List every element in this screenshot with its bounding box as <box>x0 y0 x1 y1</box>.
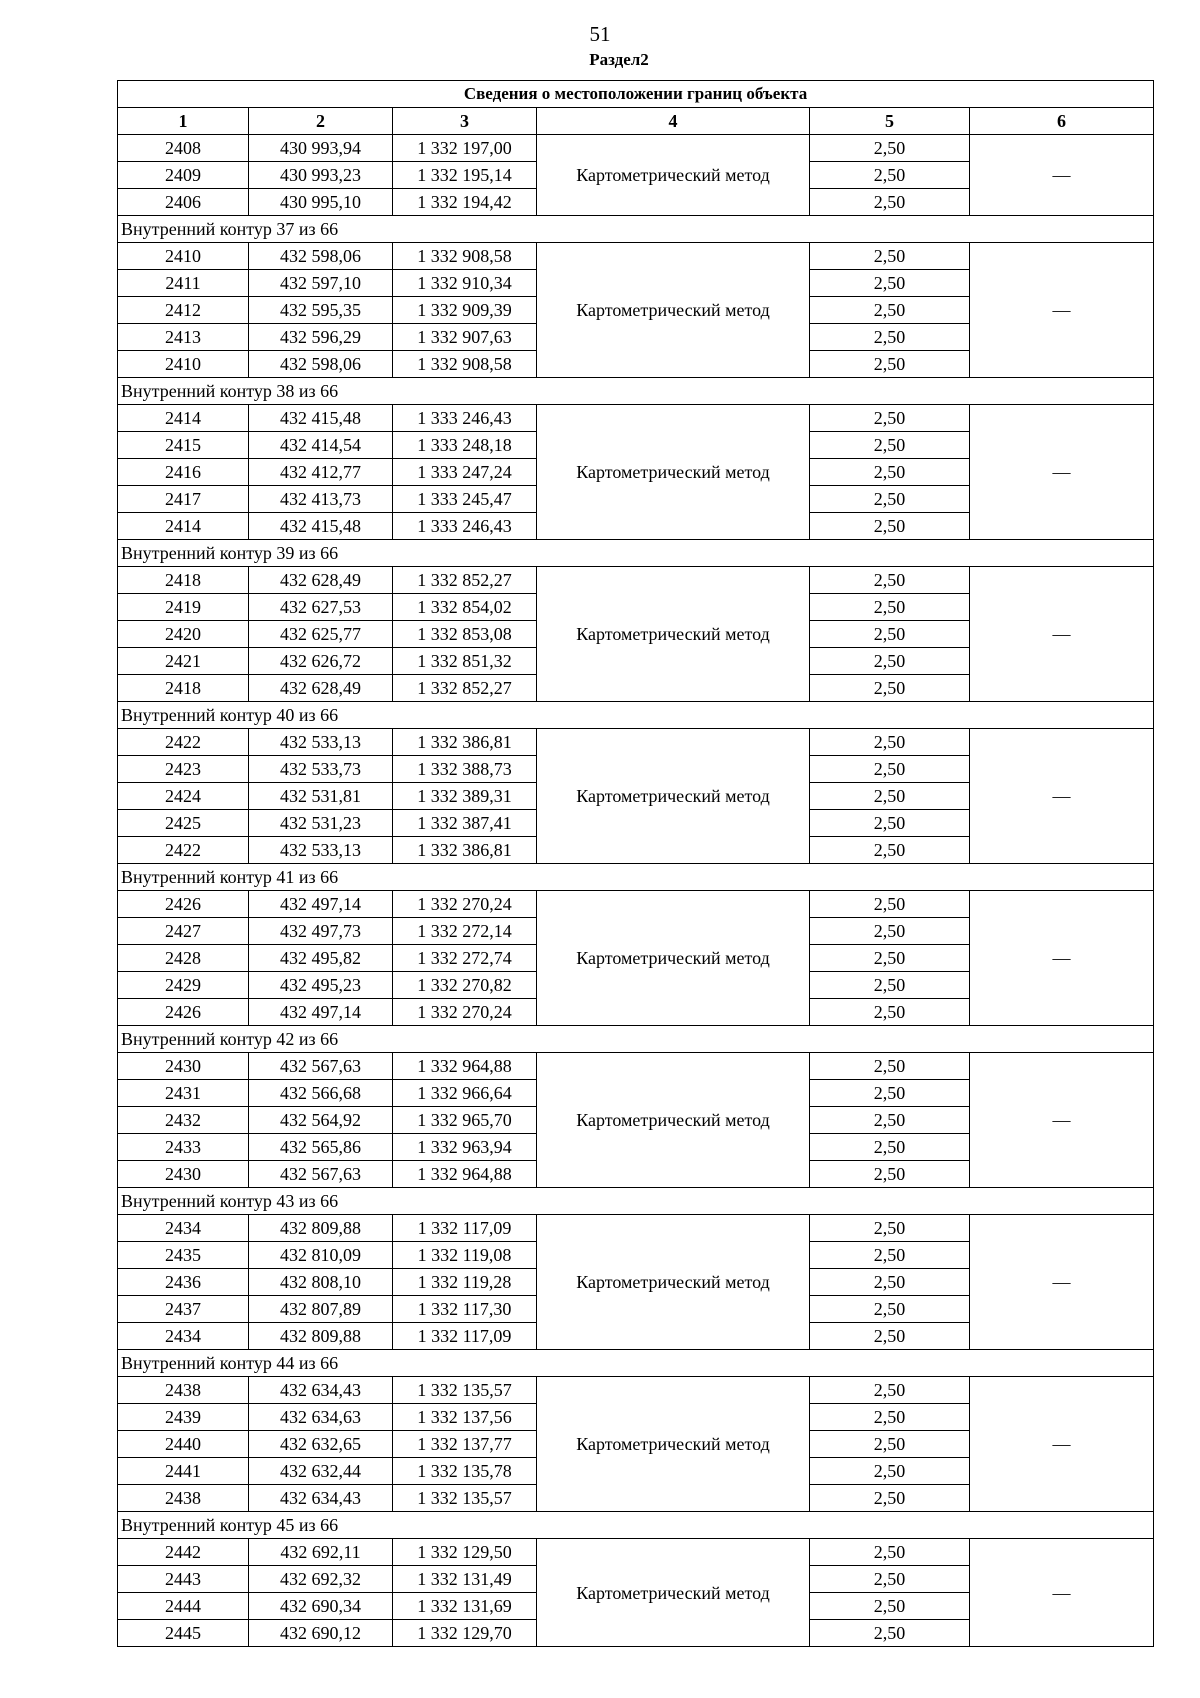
precision-cell: 2,50 <box>810 972 970 999</box>
y-coordinate-cell: 1 332 388,73 <box>393 756 537 783</box>
precision-cell: 2,50 <box>810 1566 970 1593</box>
precision-cell: 2,50 <box>810 513 970 540</box>
note-cell: — <box>970 135 1154 216</box>
precision-cell: 2,50 <box>810 891 970 918</box>
point-number-cell: 2426 <box>118 891 249 918</box>
point-number-cell: 2410 <box>118 243 249 270</box>
x-coordinate-cell: 432 564,92 <box>249 1107 393 1134</box>
precision-cell: 2,50 <box>810 1404 970 1431</box>
precision-cell: 2,50 <box>810 837 970 864</box>
point-number-cell: 2430 <box>118 1161 249 1188</box>
point-number-cell: 2420 <box>118 621 249 648</box>
x-coordinate-cell: 432 497,14 <box>249 999 393 1026</box>
table-row <box>118 1377 1154 1404</box>
y-coordinate-cell: 1 332 119,28 <box>393 1269 537 1296</box>
contour-header-row <box>118 1512 1154 1539</box>
x-coordinate-cell: 432 632,65 <box>249 1431 393 1458</box>
point-number-cell: 2422 <box>118 729 249 756</box>
contour-label: Внутренний контур 39 из 66 <box>118 540 1154 567</box>
y-coordinate-cell: 1 332 195,14 <box>393 162 537 189</box>
point-number-cell: 2435 <box>118 1242 249 1269</box>
point-number-cell: 2424 <box>118 783 249 810</box>
precision-cell: 2,50 <box>810 648 970 675</box>
precision-cell: 2,50 <box>810 351 970 378</box>
point-number-cell: 2413 <box>118 324 249 351</box>
y-coordinate-cell: 1 332 131,69 <box>393 1593 537 1620</box>
precision-cell: 2,50 <box>810 621 970 648</box>
note-cell: — <box>970 1053 1154 1188</box>
x-coordinate-cell: 432 690,34 <box>249 1593 393 1620</box>
y-coordinate-cell: 1 332 137,77 <box>393 1431 537 1458</box>
precision-cell: 2,50 <box>810 1485 970 1512</box>
x-coordinate-cell: 432 565,86 <box>249 1134 393 1161</box>
x-coordinate-cell: 432 598,06 <box>249 351 393 378</box>
point-number-cell: 2417 <box>118 486 249 513</box>
precision-cell: 2,50 <box>810 1107 970 1134</box>
y-coordinate-cell: 1 332 137,56 <box>393 1404 537 1431</box>
x-coordinate-cell: 432 634,43 <box>249 1485 393 1512</box>
x-coordinate-cell: 432 415,48 <box>249 513 393 540</box>
y-coordinate-cell: 1 332 135,57 <box>393 1377 537 1404</box>
point-number-cell: 2440 <box>118 1431 249 1458</box>
point-number-cell: 2412 <box>118 297 249 324</box>
y-coordinate-cell: 1 333 246,43 <box>393 405 537 432</box>
point-number-cell: 2414 <box>118 513 249 540</box>
note-cell: — <box>970 891 1154 1026</box>
note-cell: — <box>970 243 1154 378</box>
contour-label: Внутренний контур 44 из 66 <box>118 1350 1154 1377</box>
point-number-cell: 2438 <box>118 1485 249 1512</box>
y-coordinate-cell: 1 332 854,02 <box>393 594 537 621</box>
point-number-cell: 2439 <box>118 1404 249 1431</box>
x-coordinate-cell: 430 993,23 <box>249 162 393 189</box>
precision-cell: 2,50 <box>810 1053 970 1080</box>
y-coordinate-cell: 1 332 852,27 <box>393 567 537 594</box>
precision-cell: 2,50 <box>810 324 970 351</box>
contour-label: Внутренний контур 41 из 66 <box>118 864 1154 891</box>
note-cell: — <box>970 1377 1154 1512</box>
precision-cell: 2,50 <box>810 135 970 162</box>
precision-cell: 2,50 <box>810 1161 970 1188</box>
x-coordinate-cell: 432 531,81 <box>249 783 393 810</box>
method-cell: Картометрический метод <box>537 1539 810 1647</box>
method-cell: Картометрический метод <box>537 1215 810 1350</box>
table-row <box>118 405 1154 432</box>
precision-cell: 2,50 <box>810 1620 970 1647</box>
precision-cell: 2,50 <box>810 432 970 459</box>
table-row <box>118 1215 1154 1242</box>
precision-cell: 2,50 <box>810 1215 970 1242</box>
y-coordinate-cell: 1 332 194,42 <box>393 189 537 216</box>
method-cell: Картометрический метод <box>537 1053 810 1188</box>
method-cell: Картометрический метод <box>537 729 810 864</box>
method-cell: Картометрический метод <box>537 135 810 216</box>
note-cell: — <box>970 405 1154 540</box>
x-coordinate-cell: 432 809,88 <box>249 1215 393 1242</box>
y-coordinate-cell: 1 332 270,24 <box>393 891 537 918</box>
method-cell: Картометрический метод <box>537 243 810 378</box>
y-coordinate-cell: 1 332 119,08 <box>393 1242 537 1269</box>
y-coordinate-cell: 1 332 964,88 <box>393 1161 537 1188</box>
method-cell: Картометрический метод <box>537 1377 810 1512</box>
note-cell: — <box>970 729 1154 864</box>
contour-label: Внутренний контур 43 из 66 <box>118 1188 1154 1215</box>
precision-cell: 2,50 <box>810 783 970 810</box>
y-coordinate-cell: 1 332 129,70 <box>393 1620 537 1647</box>
y-coordinate-cell: 1 332 387,41 <box>393 810 537 837</box>
precision-cell: 2,50 <box>810 1323 970 1350</box>
point-number-cell: 2442 <box>118 1539 249 1566</box>
precision-cell: 2,50 <box>810 1539 970 1566</box>
y-coordinate-cell: 1 332 964,88 <box>393 1053 537 1080</box>
y-coordinate-cell: 1 332 270,82 <box>393 972 537 999</box>
precision-cell: 2,50 <box>810 1080 970 1107</box>
x-coordinate-cell: 432 598,06 <box>249 243 393 270</box>
x-coordinate-cell: 430 995,10 <box>249 189 393 216</box>
page-number: 51 <box>589 22 611 46</box>
precision-cell: 2,50 <box>810 1134 970 1161</box>
point-number-cell: 2429 <box>118 972 249 999</box>
x-coordinate-cell: 432 567,63 <box>249 1053 393 1080</box>
y-coordinate-cell: 1 332 197,00 <box>393 135 537 162</box>
contour-header-row <box>118 1026 1154 1053</box>
point-number-cell: 2438 <box>118 1377 249 1404</box>
point-number-cell: 2433 <box>118 1134 249 1161</box>
contour-header-row <box>118 702 1154 729</box>
precision-cell: 2,50 <box>810 459 970 486</box>
point-number-cell: 2434 <box>118 1323 249 1350</box>
contour-label: Внутренний контур 37 из 66 <box>118 216 1154 243</box>
x-coordinate-cell: 432 567,63 <box>249 1161 393 1188</box>
x-coordinate-cell: 432 690,12 <box>249 1620 393 1647</box>
x-coordinate-cell: 432 415,48 <box>249 405 393 432</box>
contour-header-row <box>118 1350 1154 1377</box>
x-coordinate-cell: 432 634,43 <box>249 1377 393 1404</box>
contour-header-row <box>118 864 1154 891</box>
y-coordinate-cell: 1 332 272,74 <box>393 945 537 972</box>
section-title: Раздел2 <box>589 50 649 69</box>
precision-cell: 2,50 <box>810 945 970 972</box>
x-coordinate-cell: 432 495,82 <box>249 945 393 972</box>
point-number-cell: 2441 <box>118 1458 249 1485</box>
precision-cell: 2,50 <box>810 162 970 189</box>
precision-cell: 2,50 <box>810 189 970 216</box>
y-coordinate-cell: 1 332 129,50 <box>393 1539 537 1566</box>
y-coordinate-cell: 1 332 386,81 <box>393 837 537 864</box>
table-body <box>118 81 1154 1647</box>
y-coordinate-cell: 1 332 135,78 <box>393 1458 537 1485</box>
y-coordinate-cell: 1 333 245,47 <box>393 486 537 513</box>
point-number-cell: 2418 <box>118 567 249 594</box>
x-coordinate-cell: 432 627,53 <box>249 594 393 621</box>
precision-cell: 2,50 <box>810 999 970 1026</box>
precision-cell: 2,50 <box>810 918 970 945</box>
x-coordinate-cell: 432 632,44 <box>249 1458 393 1485</box>
column-number-3: 3 <box>393 108 537 135</box>
contour-label: Внутренний контур 38 из 66 <box>118 378 1154 405</box>
x-coordinate-cell: 432 595,35 <box>249 297 393 324</box>
point-number-cell: 2432 <box>118 1107 249 1134</box>
precision-cell: 2,50 <box>810 594 970 621</box>
x-coordinate-cell: 432 497,14 <box>249 891 393 918</box>
point-number-cell: 2414 <box>118 405 249 432</box>
y-coordinate-cell: 1 332 908,58 <box>393 243 537 270</box>
y-coordinate-cell: 1 333 248,18 <box>393 432 537 459</box>
y-coordinate-cell: 1 332 907,63 <box>393 324 537 351</box>
precision-cell: 2,50 <box>810 729 970 756</box>
x-coordinate-cell: 430 993,94 <box>249 135 393 162</box>
contour-header-row <box>118 378 1154 405</box>
x-coordinate-cell: 432 413,73 <box>249 486 393 513</box>
precision-cell: 2,50 <box>810 756 970 783</box>
x-coordinate-cell: 432 495,23 <box>249 972 393 999</box>
table-row <box>118 243 1154 270</box>
column-number-6: 6 <box>970 108 1154 135</box>
precision-cell: 2,50 <box>810 1296 970 1323</box>
x-coordinate-cell: 432 497,73 <box>249 918 393 945</box>
table-row <box>118 567 1154 594</box>
column-number-1: 1 <box>118 108 249 135</box>
x-coordinate-cell: 432 692,32 <box>249 1566 393 1593</box>
point-number-cell: 2423 <box>118 756 249 783</box>
contour-label: Внутренний контур 45 из 66 <box>118 1512 1154 1539</box>
precision-cell: 2,50 <box>810 1458 970 1485</box>
y-coordinate-cell: 1 332 131,49 <box>393 1566 537 1593</box>
point-number-cell: 2408 <box>118 135 249 162</box>
precision-cell: 2,50 <box>810 297 970 324</box>
point-number-cell: 2425 <box>118 810 249 837</box>
point-number-cell: 2436 <box>118 1269 249 1296</box>
y-coordinate-cell: 1 333 247,24 <box>393 459 537 486</box>
method-cell: Картометрический метод <box>537 891 810 1026</box>
column-number-5: 5 <box>810 108 970 135</box>
y-coordinate-cell: 1 333 246,43 <box>393 513 537 540</box>
y-coordinate-cell: 1 332 853,08 <box>393 621 537 648</box>
precision-cell: 2,50 <box>810 1593 970 1620</box>
boundary-coordinates-table <box>117 80 1154 1647</box>
contour-header-row <box>118 216 1154 243</box>
x-coordinate-cell: 432 625,77 <box>249 621 393 648</box>
y-coordinate-cell: 1 332 910,34 <box>393 270 537 297</box>
point-number-cell: 2421 <box>118 648 249 675</box>
note-cell: — <box>970 567 1154 702</box>
point-number-cell: 2411 <box>118 270 249 297</box>
method-cell: Картометрический метод <box>537 405 810 540</box>
y-coordinate-cell: 1 332 117,30 <box>393 1296 537 1323</box>
point-number-cell: 2426 <box>118 999 249 1026</box>
precision-cell: 2,50 <box>810 486 970 513</box>
point-number-cell: 2431 <box>118 1080 249 1107</box>
x-coordinate-cell: 432 809,88 <box>249 1323 393 1350</box>
y-coordinate-cell: 1 332 909,39 <box>393 297 537 324</box>
point-number-cell: 2434 <box>118 1215 249 1242</box>
x-coordinate-cell: 432 634,63 <box>249 1404 393 1431</box>
x-coordinate-cell: 432 628,49 <box>249 675 393 702</box>
x-coordinate-cell: 432 412,77 <box>249 459 393 486</box>
x-coordinate-cell: 432 533,73 <box>249 756 393 783</box>
precision-cell: 2,50 <box>810 675 970 702</box>
y-coordinate-cell: 1 332 966,64 <box>393 1080 537 1107</box>
x-coordinate-cell: 432 628,49 <box>249 567 393 594</box>
y-coordinate-cell: 1 332 908,58 <box>393 351 537 378</box>
table-row <box>118 1539 1154 1566</box>
y-coordinate-cell: 1 332 135,57 <box>393 1485 537 1512</box>
contour-label: Внутренний контур 40 из 66 <box>118 702 1154 729</box>
point-number-cell: 2428 <box>118 945 249 972</box>
method-cell: Картометрический метод <box>537 567 810 702</box>
x-coordinate-cell: 432 597,10 <box>249 270 393 297</box>
x-coordinate-cell: 432 808,10 <box>249 1269 393 1296</box>
point-number-cell: 2444 <box>118 1593 249 1620</box>
x-coordinate-cell: 432 531,23 <box>249 810 393 837</box>
x-coordinate-cell: 432 596,29 <box>249 324 393 351</box>
contour-header-row <box>118 1188 1154 1215</box>
y-coordinate-cell: 1 332 270,24 <box>393 999 537 1026</box>
point-number-cell: 2419 <box>118 594 249 621</box>
contour-header-row <box>118 540 1154 567</box>
y-coordinate-cell: 1 332 851,32 <box>393 648 537 675</box>
x-coordinate-cell: 432 626,72 <box>249 648 393 675</box>
precision-cell: 2,50 <box>810 567 970 594</box>
note-cell: — <box>970 1539 1154 1647</box>
note-cell: — <box>970 1215 1154 1350</box>
x-coordinate-cell: 432 566,68 <box>249 1080 393 1107</box>
precision-cell: 2,50 <box>810 270 970 297</box>
point-number-cell: 2418 <box>118 675 249 702</box>
precision-cell: 2,50 <box>810 1431 970 1458</box>
contour-label: Внутренний контур 42 из 66 <box>118 1026 1154 1053</box>
x-coordinate-cell: 432 533,13 <box>249 729 393 756</box>
column-number-row <box>118 108 1154 135</box>
point-number-cell: 2422 <box>118 837 249 864</box>
y-coordinate-cell: 1 332 852,27 <box>393 675 537 702</box>
y-coordinate-cell: 1 332 386,81 <box>393 729 537 756</box>
table-row <box>118 891 1154 918</box>
x-coordinate-cell: 432 414,54 <box>249 432 393 459</box>
point-number-cell: 2410 <box>118 351 249 378</box>
point-number-cell: 2427 <box>118 918 249 945</box>
x-coordinate-cell: 432 692,11 <box>249 1539 393 1566</box>
y-coordinate-cell: 1 332 272,14 <box>393 918 537 945</box>
table-row <box>118 1053 1154 1080</box>
precision-cell: 2,50 <box>810 810 970 837</box>
point-number-cell: 2416 <box>118 459 249 486</box>
point-number-cell: 2445 <box>118 1620 249 1647</box>
column-number-4: 4 <box>537 108 810 135</box>
table-row <box>118 135 1154 162</box>
x-coordinate-cell: 432 807,89 <box>249 1296 393 1323</box>
column-number-2: 2 <box>249 108 393 135</box>
y-coordinate-cell: 1 332 965,70 <box>393 1107 537 1134</box>
y-coordinate-cell: 1 332 389,31 <box>393 783 537 810</box>
precision-cell: 2,50 <box>810 243 970 270</box>
y-coordinate-cell: 1 332 117,09 <box>393 1215 537 1242</box>
point-number-cell: 2406 <box>118 189 249 216</box>
precision-cell: 2,50 <box>810 1377 970 1404</box>
y-coordinate-cell: 1 332 117,09 <box>393 1323 537 1350</box>
precision-cell: 2,50 <box>810 1242 970 1269</box>
x-coordinate-cell: 432 810,09 <box>249 1242 393 1269</box>
table-caption: Сведения о местоположении границ объекта <box>118 81 1154 108</box>
point-number-cell: 2430 <box>118 1053 249 1080</box>
x-coordinate-cell: 432 533,13 <box>249 837 393 864</box>
y-coordinate-cell: 1 332 963,94 <box>393 1134 537 1161</box>
table-row <box>118 729 1154 756</box>
point-number-cell: 2443 <box>118 1566 249 1593</box>
point-number-cell: 2415 <box>118 432 249 459</box>
precision-cell: 2,50 <box>810 1269 970 1296</box>
point-number-cell: 2437 <box>118 1296 249 1323</box>
precision-cell: 2,50 <box>810 405 970 432</box>
point-number-cell: 2409 <box>118 162 249 189</box>
